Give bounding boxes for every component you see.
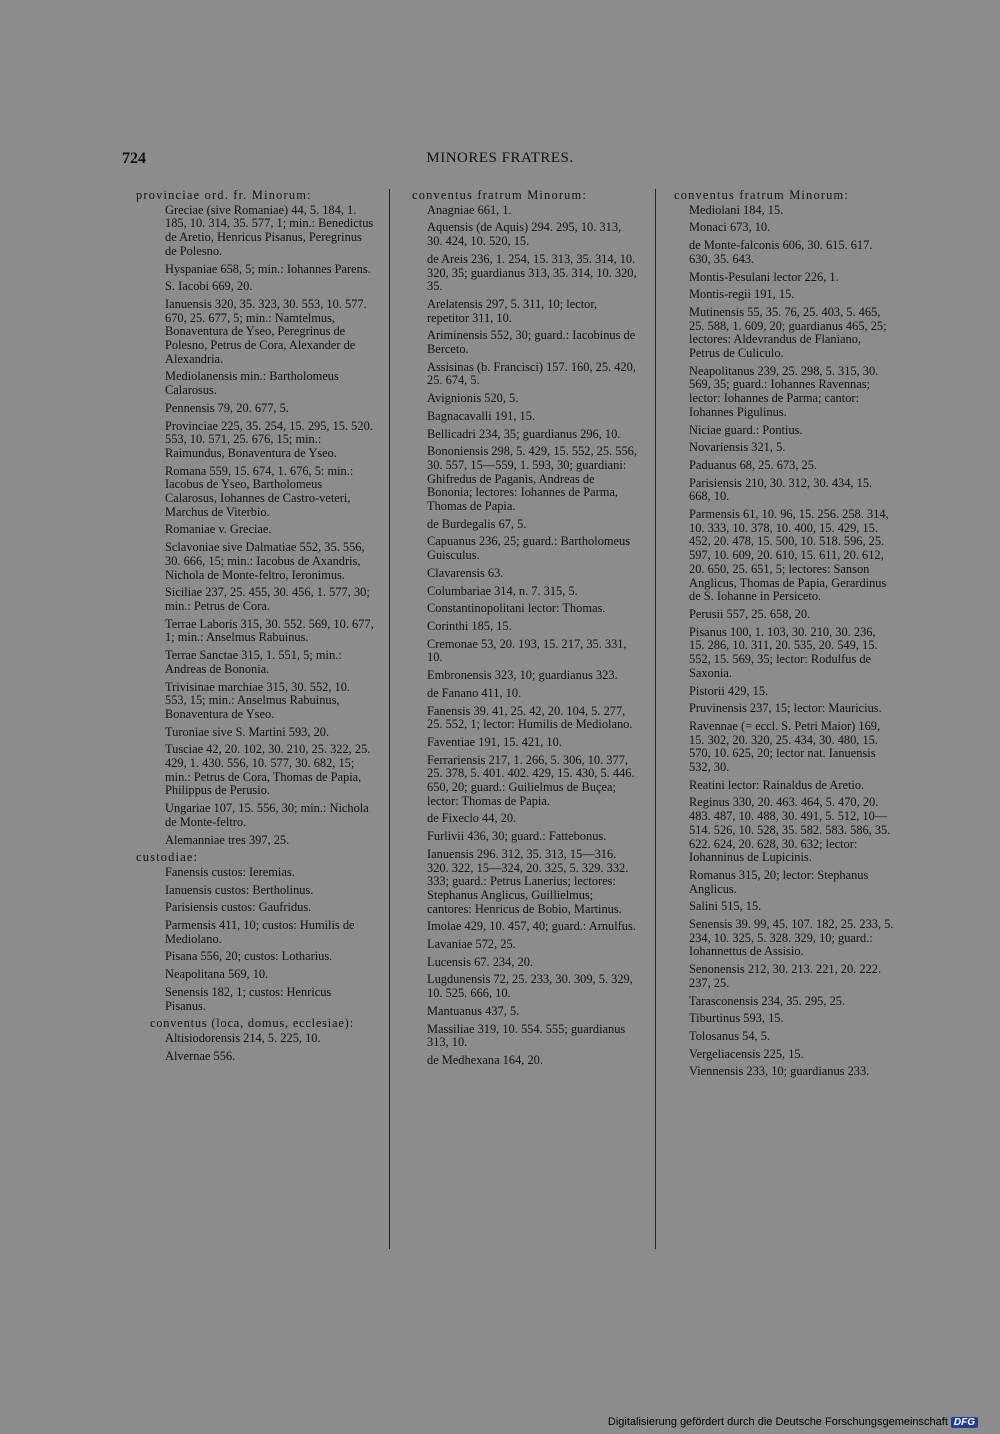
index-entry: Siciliae 237, 25. 455, 30. 456, 1. 577, 30; min.: Petrus de Cora. bbox=[165, 585, 370, 613]
index-entry: Anagniae 661, 1. bbox=[427, 202, 512, 217]
index-entry: de Medhexana 164, 20. bbox=[427, 1052, 543, 1067]
index-entry: de Areis 236, 1. 254, 15. 313, 35. 314, 10. 320, 35; guardianus 313, 35. 314, 10. 320, 35. bbox=[427, 251, 637, 294]
index-entry: Ianuensis 320, 35. 323, 30. 553, 10. 577. 670, 25. 677, 5; min.: Namtelmus, Bonaventura de Yseo, Peregrinus de Polesno, Petrus de Cora, Alexander de Alexandria. bbox=[165, 296, 367, 366]
section-subheading: conventus (loca, domus, ecclesiae): bbox=[150, 1016, 354, 1031]
index-entry: Senonensis 212, 30. 213. 221, 20. 222. 237, 25. bbox=[689, 962, 882, 990]
index-entry: Fanensis 39. 41, 25. 42, 20. 104, 5. 277, 25. 552, 1; lector: Humilis de Mediolano. bbox=[427, 703, 633, 732]
index-entry: Vergeliacensis 225, 15. bbox=[689, 1046, 804, 1061]
index-entry: Mutinensis 55, 35. 76, 25. 403, 5. 465, 25. 588, 1. 609, 20; guardianus 465, 25; lectores: Aldevrandus de Flaniano, Petrus de Culiculo. bbox=[689, 304, 887, 361]
index-entry: Pennensis 79, 20. 677, 5. bbox=[165, 400, 289, 415]
digitization-credit bbox=[608, 1416, 978, 1428]
index-entry: Salini 515, 15. bbox=[689, 899, 762, 914]
index-entry: Montis-regii 191, 15. bbox=[689, 287, 795, 302]
index-entry: Lugdunensis 72, 25. 233, 30. 309, 5. 329, 10. 525. 666, 10. bbox=[427, 972, 633, 1001]
index-entry: Greciae (sive Romaniae) 44, 5. 184, 1. 185, 10. 314, 35. 577, 1; min.: Benedictus de Aretio, Henricus Pisanus, Peregrinus de Polesno. bbox=[165, 202, 374, 258]
index-entry: Faventiae 191, 15. 421, 10. bbox=[427, 734, 562, 749]
index-entry: Mediolanensis min.: Bartholomeus Calarosus. bbox=[165, 369, 339, 398]
index-entry: Massiliae 319, 10. 554. 555; guardianus 313, 10. bbox=[427, 1021, 626, 1050]
index-entry: Tusciae 42, 20. 102, 30. 210, 25. 322, 25. 429, 1. 430. 556, 10. 577, 30. 682, 15; min.: Petrus de Cora, Thomas de Papia, Philippus de Perusio. bbox=[165, 742, 371, 798]
index-column-3 bbox=[674, 189, 894, 1083]
index-entry: Capuanus 236, 25; guard.: Bartholomeus Guisculus. bbox=[427, 534, 631, 563]
index-entry: Trivisinae marchiae 315, 30. 552, 10. 553, 15; min.: Anselmus Rabuinus, Bonaventura de Yseo. bbox=[165, 679, 351, 721]
index-entry: Senensis 182, 1; custos: Henricus Pisanus. bbox=[165, 984, 332, 1013]
index-entry: Ravennae (= eccl. S. Petri Maior) 169, 15. 302, 20. 320, 25. 434, 30. 480, 15. 570, 10. 625, 20; lector nat. Ianuensis 532, 30. bbox=[689, 718, 881, 775]
index-entry: Ianuensis custos: Bertholinus. bbox=[165, 882, 314, 897]
page-number: 724 bbox=[122, 150, 146, 167]
entry-list bbox=[136, 1032, 374, 1063]
index-entry: Mantuanus 437, 5. bbox=[427, 1003, 520, 1018]
index-entry: Perusii 557, 25. 658, 20. bbox=[689, 606, 811, 621]
index-column-2 bbox=[412, 189, 638, 1072]
section-heading: custodiae: bbox=[136, 850, 199, 865]
column-rule bbox=[655, 189, 656, 1249]
index-entry: Pistorii 429, 15. bbox=[689, 683, 769, 698]
index-entry: Pruvinensis 237, 15; lector: Mauricius. bbox=[689, 701, 882, 716]
index-entry: Reatini lector: Rainaldus de Aretio. bbox=[689, 777, 865, 792]
index-entry: de Fanano 411, 10. bbox=[427, 685, 522, 700]
index-entry: Senensis 39. 99, 45. 107. 182, 25. 233, 5. 234, 10. 325, 5. 328. 329, 10; guard.: Iohannettus de Assisio. bbox=[689, 917, 894, 959]
running-title: MINORES FRATRES. bbox=[426, 150, 574, 166]
index-entry: Bononiensis 298, 5. 429, 15. 552, 25. 556, 30. 557, 15—559, 1. 593, 30; guardiani: Ghifredus de Paganis, Andreas de Bononia; lectores: Iohannes de Parma, Thomas de Papia. bbox=[427, 444, 637, 514]
section-heading: conventus fratrum Minorum: bbox=[412, 188, 588, 202]
index-entry: Turoniae sive S. Martini 593, 20. bbox=[165, 724, 330, 739]
index-entry: Corinthi 185, 15. bbox=[427, 618, 512, 633]
index-entry: Provinciae 225, 35. 254, 15. 295, 15. 520. 553, 10. 571, 25. 676, 15; min.: Raimundus, Bonaventura de Yseo. bbox=[165, 418, 373, 460]
column-rule bbox=[389, 189, 390, 1249]
index-entry: Columbariae 314, n. 7. 315, 5. bbox=[427, 583, 578, 598]
index-entry: Tolosanus 54, 5. bbox=[689, 1028, 771, 1043]
index-entry: Lucensis 67. 234, 20. bbox=[427, 954, 533, 969]
index-entry: Ianuensis 296. 312, 35. 313, 15—316. 320. 322, 15—324, 20. 325, 5. 329. 332. 333; guard.: Petrus Lanerius; lectores: Stephanus Anglicus, Guillielmus; cantores: Henricus de Bobio, Martinus. bbox=[427, 846, 629, 916]
index-entry: Tiburtinus 593, 15. bbox=[689, 1011, 784, 1026]
section-heading: conventus fratrum Minorum: bbox=[674, 188, 850, 202]
index-entry: Montis-Pesulani lector 226, 1. bbox=[689, 269, 839, 284]
index-entry: Parmensis 411, 10; custos: Humilis de Mediolano. bbox=[165, 918, 355, 946]
index-entry: Embronensis 323, 10; guardianus 323. bbox=[427, 668, 618, 683]
entry-list bbox=[674, 204, 894, 1079]
index-entry: Ferrariensis 217, 1. 266, 5. 306, 10. 377, 25. 378, 5. 401. 402. 429, 15. 430, 5. 446. 650, 20; guard.: Guilielmus de Buçea; lector: Thomas de Papia. bbox=[427, 752, 635, 808]
index-entry: Terrae Laboris 315, 30. 552. 569, 10. 677, 1; min.: Anselmus Rabuinus. bbox=[165, 616, 374, 645]
index-entry: Romaniae v. Greciae. bbox=[165, 522, 272, 537]
index-entry: Monaci 673, 10. bbox=[689, 220, 771, 235]
index-entry: Altisiodorensis 214, 5. 225, 10. bbox=[165, 1030, 321, 1045]
index-entry: Bagnacavalli 191, 15. bbox=[427, 408, 536, 423]
index-entry: Aquensis (de Aquis) 294. 295, 10. 313, 30. 424, 10. 520, 15. bbox=[427, 220, 622, 249]
index-entry: Neapolitanus 239, 25. 298, 5. 315, 30. 569, 35; guard.: Iohannes Ravennas; lector: Iohannes de Parma; cantor: Iohannes Pigulinus. bbox=[689, 363, 879, 419]
index-entry: Arelatensis 297, 5. 311, 10; lector, repetitor 311, 10. bbox=[427, 296, 598, 325]
entry-list bbox=[136, 866, 374, 1013]
index-entry: Romanus 315, 20; lector: Stephanus Anglicus. bbox=[689, 867, 869, 896]
index-entry: S. Iacobi 669, 20. bbox=[165, 279, 253, 294]
credit-text: Digitalisierung gefördert durch die Deutsche Forschungsgemeinschaft bbox=[607, 1416, 948, 1428]
index-entry: Neapolitana 569, 10. bbox=[165, 967, 269, 982]
section-heading: provinciae ord. fr. Minorum: bbox=[136, 188, 312, 202]
index-entry: Furlivii 436, 30; guard.: Fattebonus. bbox=[427, 829, 607, 844]
index-entry: de Fixeclo 44, 20. bbox=[427, 811, 517, 826]
index-entry: Viennensis 233, 10; guardianus 233. bbox=[689, 1064, 870, 1079]
dfg-logo: DFG bbox=[951, 1417, 978, 1428]
index-entry: Romana 559, 15. 674, 1. 676, 5: min.: Iacobus de Yseo, Bartholomeus Calarosus, Iohannes de Castro-veteri, Marchus de Viterbio. bbox=[165, 463, 354, 519]
index-entry: Bellicadri 234, 35; guardianus 296, 10. bbox=[427, 426, 621, 441]
index-entry: Assisinas (b. Francisci) 157. 160, 25. 420, 25. 674, 5. bbox=[427, 359, 636, 388]
index-entry: Pisana 556, 20; custos: Lotharius. bbox=[165, 949, 333, 964]
index-entry: Mediolani 184, 15. bbox=[689, 202, 784, 217]
index-entry: Sclavoniae sive Dalmatiae 552, 35. 556, 30. 666, 15; min.: Iacobus de Axandris, Nichola de Monte-feltro, Ieronimus. bbox=[165, 540, 365, 582]
index-entry: de Monte-falconis 606, 30. 615. 617. 630, 35. 643. bbox=[689, 238, 873, 266]
index-entry: Lavaniae 572, 25. bbox=[427, 937, 516, 952]
index-entry: Alvernae 556. bbox=[165, 1048, 236, 1063]
index-entry: Parmensis 61, 10. 96, 15. 256. 258. 314, 10. 333, 10. 378, 10. 400, 15. 429, 15. 452, 20. 478, 15. 500, 10. 518. 596, 25. 597, 10. 609, 20. 610, 15. 611, 20. 612, 20. 650, 25. 651, 5; lectores: Sanson Anglicus, Thomas de Papia, Gerardinus de S. Iohanne in Persiceto. bbox=[689, 507, 889, 604]
index-entry: Alemanniae tres 397, 25. bbox=[165, 832, 290, 847]
index-entry: Clavarensis 63. bbox=[427, 565, 504, 580]
entry-list bbox=[136, 204, 374, 848]
index-entry: Constantinopolitani lector: Thomas. bbox=[427, 601, 606, 616]
index-entry: Avignionis 520, 5. bbox=[427, 391, 519, 406]
index-entry: Pisanus 100, 1. 103, 30. 210, 30. 236, 15. 286, 10. 311, 20. 535, 20. 549, 15. 552, 15. 569, 35; lector: Rodulfus de Saxonia. bbox=[689, 624, 878, 680]
index-entry: Paduanus 68, 25. 673, 25. bbox=[689, 457, 818, 472]
index-entry: Imolae 429, 10. 457, 40; guard.: Arnulfus. bbox=[427, 919, 636, 934]
index-entry: de Burdegalis 67, 5. bbox=[427, 516, 527, 531]
index-entry: Reginus 330, 20. 463. 464, 5. 470, 20. 483. 487, 10. 488, 30. 491, 5. 512, 10—514. 526, 10. 528, 35. 582. 583. 586, 35. 622. 624, 20. 628, 30. 632; lector: Iohanninus de Lupicinis. bbox=[689, 795, 891, 865]
index-entry: Parisiensis custos: Gaufridus. bbox=[165, 900, 312, 915]
index-entry: Ariminensis 552, 30; guard.: Iacobinus de Berceto. bbox=[427, 328, 636, 357]
entry-list bbox=[412, 204, 638, 1068]
index-column-1 bbox=[136, 189, 374, 1067]
index-entry: Ungariae 107, 15. 556, 30; min.: Nichola de Monte-feltro. bbox=[165, 801, 369, 829]
index-entry: Parisiensis 210, 30. 312, 30. 434, 15. 668, 10. bbox=[689, 475, 873, 504]
index-entry: Fanensis custos: Ieremias. bbox=[165, 864, 295, 879]
index-entry: Tarasconensis 234, 35. 295, 25. bbox=[689, 993, 846, 1008]
index-entry: Hyspaniae 658, 5; min.: Iohannes Parens. bbox=[165, 261, 371, 276]
index-entry: Novariensis 321, 5. bbox=[689, 440, 786, 455]
index-entry: Niciae guard.: Pontius. bbox=[689, 422, 803, 437]
index-entry: Terrae Sanctae 315, 1. 551, 5; min.: Andreas de Bononia. bbox=[165, 648, 342, 676]
index-entry: Cremonae 53, 20. 193, 15. 217, 35. 331, 10. bbox=[427, 636, 627, 665]
